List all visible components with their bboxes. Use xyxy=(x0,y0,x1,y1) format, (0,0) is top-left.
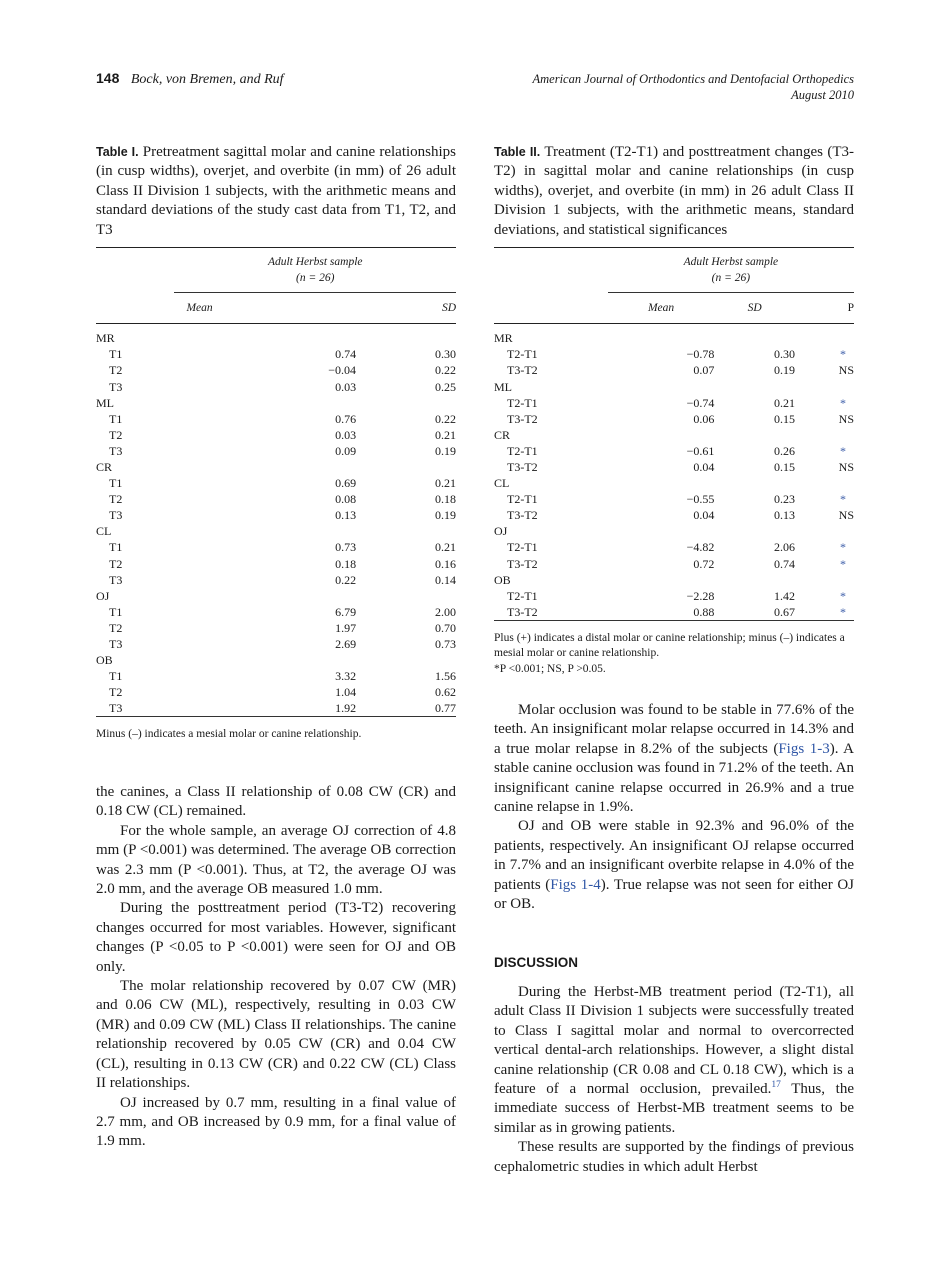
cell-mean: −0.78 xyxy=(686,347,715,362)
cell-mean: 0.73 xyxy=(335,540,357,555)
cell-p: * xyxy=(840,540,846,555)
cell-p: NS xyxy=(838,363,854,378)
cell-p: * xyxy=(840,492,846,507)
row-label: T3-T2 xyxy=(507,556,538,571)
cell-sd: 0.70 xyxy=(435,620,456,635)
row-group-label: ML xyxy=(96,395,114,410)
cell-mean: 0.07 xyxy=(693,363,715,378)
cell-mean: 1.97 xyxy=(335,620,357,635)
cell-sd: 0.19 xyxy=(435,443,456,458)
paragraph: During the Herbst-MB treatment period (T2-T1), all adult Class II Division 1 subjects were successfully treated to Class I sagittal molar and normal to overcorrected vertical dental-arch relationships. However, a slight distal canine relationship (CR 0.08 and CL 0.18 CW), which is a feature of a normal occlusion, prevailed.$^{17}$ Thus, the immediate success of Herbst-MB treatment seems to be similar as in growing patients. xyxy=(494,983,855,1136)
table-row xyxy=(96,700,456,717)
table-header-row xyxy=(96,293,456,324)
row-label: T2 xyxy=(109,363,123,378)
table-row xyxy=(96,379,456,395)
row-label: T3 xyxy=(109,637,123,651)
row-group-label: OJ xyxy=(96,588,110,603)
page-number: 148 xyxy=(96,70,120,86)
cell-sd: 2.06 xyxy=(773,540,795,555)
row-label: T2 xyxy=(109,620,123,635)
section-heading: DISCUSSION xyxy=(494,955,579,971)
table-row xyxy=(96,346,456,362)
table-row xyxy=(96,539,456,555)
row-group-label: CR xyxy=(96,459,113,474)
row-label: T2-T1 xyxy=(507,443,538,458)
row-group-label: MR xyxy=(96,331,115,346)
table-row xyxy=(494,556,854,572)
table-group-row xyxy=(494,379,854,395)
paragraph: For the whole sample, an average OJ correction of 4.8 mm (P <0.001) was determined. The average OB correction was 2.3 mm (P <0.001). Thus, at T2, the average OJ was 2.0 mm, and the average OB measured 1.0 mm. xyxy=(96,822,456,898)
table-row xyxy=(96,427,456,443)
table-group-row xyxy=(494,330,854,346)
table-row xyxy=(96,668,456,684)
row-label: T3-T2 xyxy=(507,411,538,426)
table-2-caption xyxy=(494,143,854,240)
cell-sd: 0.18 xyxy=(435,492,456,507)
cell-sd: 0.67 xyxy=(773,604,795,619)
cell-sd: 0.21 xyxy=(435,476,456,491)
table-row xyxy=(96,684,456,700)
row-label: T2-T1 xyxy=(507,540,538,555)
row-label: T1 xyxy=(109,540,123,555)
table-row xyxy=(96,411,456,427)
cell-mean: 0.04 xyxy=(693,459,715,474)
column-header-sd: SD xyxy=(356,293,456,324)
cell-p: NS xyxy=(838,508,854,523)
table-1-caption xyxy=(96,143,456,240)
row-label: T3-T2 xyxy=(507,604,538,619)
table-row xyxy=(494,443,854,459)
group-header-n: (n = 26) xyxy=(711,272,751,285)
row-label: T3 xyxy=(109,379,123,394)
table-1 xyxy=(96,247,456,721)
cell-mean: 0.76 xyxy=(335,411,357,426)
cell-p: * xyxy=(840,347,846,362)
paragraph: These results are supported by the findings of previous cephalometric studies in which adult Herbst xyxy=(494,1139,854,1175)
group-header xyxy=(608,248,854,293)
left-body-text xyxy=(96,783,456,1152)
cell-mean: 0.88 xyxy=(693,604,715,619)
cell-mean: 0.69 xyxy=(335,476,357,491)
table-2-footnote-significance: *P <0.001; NS, P >0.05. xyxy=(494,662,606,675)
cell-mean: 1.04 xyxy=(335,685,357,700)
table-row xyxy=(96,636,456,652)
row-label: T1 xyxy=(109,604,123,619)
table-row xyxy=(494,459,854,475)
cell-sd: 0.62 xyxy=(435,685,456,700)
table-header-row xyxy=(96,248,456,293)
table-row xyxy=(494,362,854,378)
cell-sd: 0.23 xyxy=(773,492,795,507)
table-row xyxy=(96,475,456,491)
column-header-p: P xyxy=(795,293,854,324)
cell-p: * xyxy=(840,556,846,571)
cell-mean: 0.06 xyxy=(693,411,715,426)
cell-p: * xyxy=(840,395,846,410)
table-row xyxy=(494,539,854,555)
table-group-row xyxy=(96,523,456,539)
cell-mean: 0.09 xyxy=(335,443,357,458)
cell-mean: 0.03 xyxy=(335,379,357,394)
cell-sd: 0.21 xyxy=(435,427,456,442)
cell-sd: 0.22 xyxy=(435,363,456,378)
row-label: T2-T1 xyxy=(507,492,538,507)
cell-sd: 0.25 xyxy=(435,379,456,394)
table-row xyxy=(494,411,854,427)
journal-title: American Journal of Orthodontics and Dentofacial Orthopedics xyxy=(532,72,854,86)
running-header-right xyxy=(533,71,855,103)
cell-mean: 0.22 xyxy=(335,572,357,587)
table-row xyxy=(96,443,456,459)
cell-mean: −4.82 xyxy=(686,540,715,555)
group-header-title: Adult Herbst sample xyxy=(683,256,779,269)
cell-mean: 0.18 xyxy=(335,556,357,571)
row-label: T1 xyxy=(109,347,123,362)
row-group-label: CL xyxy=(96,524,112,539)
paragraph: The molar relationship recovered by 0.07 CW (MR) and 0.06 CW (ML), respectively, resulting in 0.03 CW (MR) and 0.09 CW (ML) Class II relationships. The canine relationship recovered by 0.05 CW (CR) and 0.04 CW (CL), resulting in 0.13 CW (CR) and 0.22 CW (CL) Class II relationships. xyxy=(96,978,456,1092)
table-group-row xyxy=(96,459,456,475)
journal-issue: August 2010 xyxy=(791,88,854,102)
row-label: T3 xyxy=(109,701,123,716)
table-row xyxy=(96,556,456,572)
row-label: T2-T1 xyxy=(507,347,538,362)
row-group-label: CL xyxy=(494,476,510,491)
table-row xyxy=(494,395,854,411)
reference-link[interactable]: 17 xyxy=(771,1079,781,1090)
table-group-row xyxy=(96,588,456,604)
cell-mean: 0.08 xyxy=(335,492,357,507)
table-2-block xyxy=(494,143,854,677)
cell-p: NS xyxy=(838,411,854,426)
paragraph: OJ increased by 0.7 mm, resulting in a final value of 2.7 mm, and OB increased by 0.9 mm, for a final value of 1.9 mm. xyxy=(96,1094,456,1150)
group-header-title: Adult Herbst sample xyxy=(267,256,363,269)
cell-sd: 1.42 xyxy=(773,588,795,603)
cell-p: NS xyxy=(838,459,854,474)
row-group-label: OB xyxy=(96,653,113,668)
table-1-block xyxy=(96,143,456,743)
cell-sd: 0.19 xyxy=(773,363,795,378)
cell-mean: −0.74 xyxy=(686,395,715,410)
table-header-row xyxy=(494,293,854,324)
row-label: T2 xyxy=(109,556,123,571)
row-label: T2 xyxy=(109,492,123,507)
table-2-footnote xyxy=(494,631,854,678)
cell-mean: 0.03 xyxy=(335,427,357,442)
cell-sd: 0.74 xyxy=(773,556,795,571)
table-row xyxy=(96,620,456,636)
figure-link[interactable]: Figs 1-4 xyxy=(550,876,601,893)
cell-mean: 1.92 xyxy=(335,701,357,716)
cell-mean: 2.69 xyxy=(335,637,357,651)
cell-mean: −0.55 xyxy=(686,492,715,507)
table-1-label: Table I. xyxy=(96,145,139,159)
row-group-label: OB xyxy=(494,572,511,587)
table-group-row xyxy=(494,572,854,588)
row-group-label: OJ xyxy=(494,524,508,539)
table-row xyxy=(494,491,854,507)
cell-mean: 0.72 xyxy=(693,556,715,571)
row-label: T3 xyxy=(109,572,123,587)
column-header-sd: SD xyxy=(714,293,795,324)
table-1-footnote: Minus (–) indicates a mesial molar or canine relationship. xyxy=(96,728,362,741)
group-header xyxy=(174,248,456,293)
cell-sd: 0.19 xyxy=(435,508,456,523)
column-header-mean: Mean xyxy=(608,293,715,324)
row-label: T3 xyxy=(109,443,123,458)
cell-sd: 0.15 xyxy=(773,411,795,426)
row-label: T2-T1 xyxy=(507,395,538,410)
paragraph: OJ and OB were stable in 92.3% and 96.0% of the patients, respectively. An insignificant OJ relapse occurred in 7.7% and an insignificant overbite relapse in 4.0% of the patients (Figs 1-4). True relapse was not seen for either OJ or OB. xyxy=(494,818,854,913)
cell-mean: −2.28 xyxy=(686,588,715,603)
table-row xyxy=(96,362,456,378)
running-authors: Bock, von Bremen, and Ruf xyxy=(130,72,284,87)
cell-sd: 0.21 xyxy=(773,395,795,410)
table-row xyxy=(96,491,456,507)
table-header-row xyxy=(494,248,854,293)
cell-sd: 1.56 xyxy=(435,669,456,684)
cell-mean: 0.04 xyxy=(693,508,715,523)
row-label: T2 xyxy=(109,427,123,442)
row-label: T3-T2 xyxy=(507,363,538,378)
table-group-row xyxy=(494,475,854,491)
cell-mean: 0.13 xyxy=(335,508,357,523)
row-label: T3-T2 xyxy=(507,459,538,474)
cell-sd: 0.26 xyxy=(773,443,795,458)
cell-sd: 0.15 xyxy=(773,459,795,474)
table-row xyxy=(494,588,854,604)
table-group-row xyxy=(96,395,456,411)
table-row xyxy=(494,346,854,362)
cell-mean: 6.79 xyxy=(335,604,357,619)
cell-p: * xyxy=(840,588,846,603)
paragraph: Molar occlusion was found to be stable in 77.6% of the teeth. An insignificant molar relapse occurred in 14.3% and a true molar relapse in 8.2% of the subjects (Figs 1-3). A stable canine occlusion was found in 71.2% of the teeth. An insignificant canine relapse occurred in 26.9% and a true canine relapse in 1.9%. xyxy=(494,702,855,816)
table-2-footnote-sign: Plus (+) indicates a distal molar or canine relationship; minus (–) indicates a mesial molar or canine relationship. xyxy=(494,631,845,660)
table-row xyxy=(494,507,854,523)
table-2 xyxy=(494,247,854,625)
paragraph: the canines, a Class II relationship of 0.08 CW (CR) and 0.18 CW (CL) remained. xyxy=(96,784,456,820)
table-row xyxy=(96,604,456,620)
cell-mean: 3.32 xyxy=(335,669,357,684)
cell-mean: 0.74 xyxy=(335,347,357,362)
cell-sd: 0.30 xyxy=(435,347,456,362)
row-group-label: MR xyxy=(494,331,513,346)
table-1-caption-text: Pretreatment sagittal molar and canine relationships (in cusp widths), overjet, and overbite (in mm) of 26 adult Class II Division 1 subjects, with the arithmetic means and standard deviations of the study cast data from T1, T2, and T3 xyxy=(96,144,456,238)
table-group-row xyxy=(494,427,854,443)
cell-sd: 0.77 xyxy=(435,701,456,716)
row-label: T2-T1 xyxy=(507,588,538,603)
table-group-row xyxy=(494,523,854,539)
table-row xyxy=(96,507,456,523)
cell-sd: 0.13 xyxy=(773,508,795,523)
cell-sd: 0.22 xyxy=(435,411,456,426)
row-label: T1 xyxy=(109,411,123,426)
row-group-label: CR xyxy=(494,427,511,442)
row-group-label: ML xyxy=(494,379,512,394)
row-label: T3 xyxy=(109,508,123,523)
table-2-caption-text: Treatment (T2-T1) and posttreatment changes (T3-T2) in sagittal molar and canine relationships (in cusp widths), overjet, and overbite (in mm) in 26 adult Class II Division 1 subjects, with the arithmetic means, standard deviations, and statistical significances xyxy=(494,144,854,238)
table-row xyxy=(96,572,456,588)
row-label: T2 xyxy=(109,685,123,700)
row-label: T1 xyxy=(109,476,123,491)
cell-sd: 2.00 xyxy=(435,604,456,619)
row-label: T1 xyxy=(109,669,123,684)
column-header-mean: Mean xyxy=(174,293,356,324)
table-2-label: Table II. xyxy=(494,145,541,159)
cell-mean: −0.04 xyxy=(328,363,357,378)
cell-sd: 0.30 xyxy=(773,347,795,362)
cell-p: * xyxy=(840,443,846,458)
paragraph: During the posttreatment period (T3-T2) recovering changes occurred for most variables. However, significant changes (P <0.05 to P <0.001) were seen for OJ and OB only. xyxy=(96,900,456,975)
group-header-n: (n = 26) xyxy=(296,272,335,285)
figure-link[interactable]: Figs 1-3 xyxy=(778,740,830,757)
cell-mean: −0.61 xyxy=(686,443,715,458)
cell-sd: 0.73 xyxy=(435,637,456,651)
row-label: T3-T2 xyxy=(507,508,538,523)
cell-p: * xyxy=(840,604,846,619)
cell-sd: 0.21 xyxy=(435,540,456,555)
cell-sd: 0.14 xyxy=(435,572,456,587)
table-group-row xyxy=(96,330,456,346)
table-group-row xyxy=(96,652,456,668)
table-row xyxy=(494,604,854,621)
right-body-text xyxy=(494,701,854,1177)
cell-sd: 0.16 xyxy=(435,556,456,571)
running-header-left xyxy=(96,70,284,88)
